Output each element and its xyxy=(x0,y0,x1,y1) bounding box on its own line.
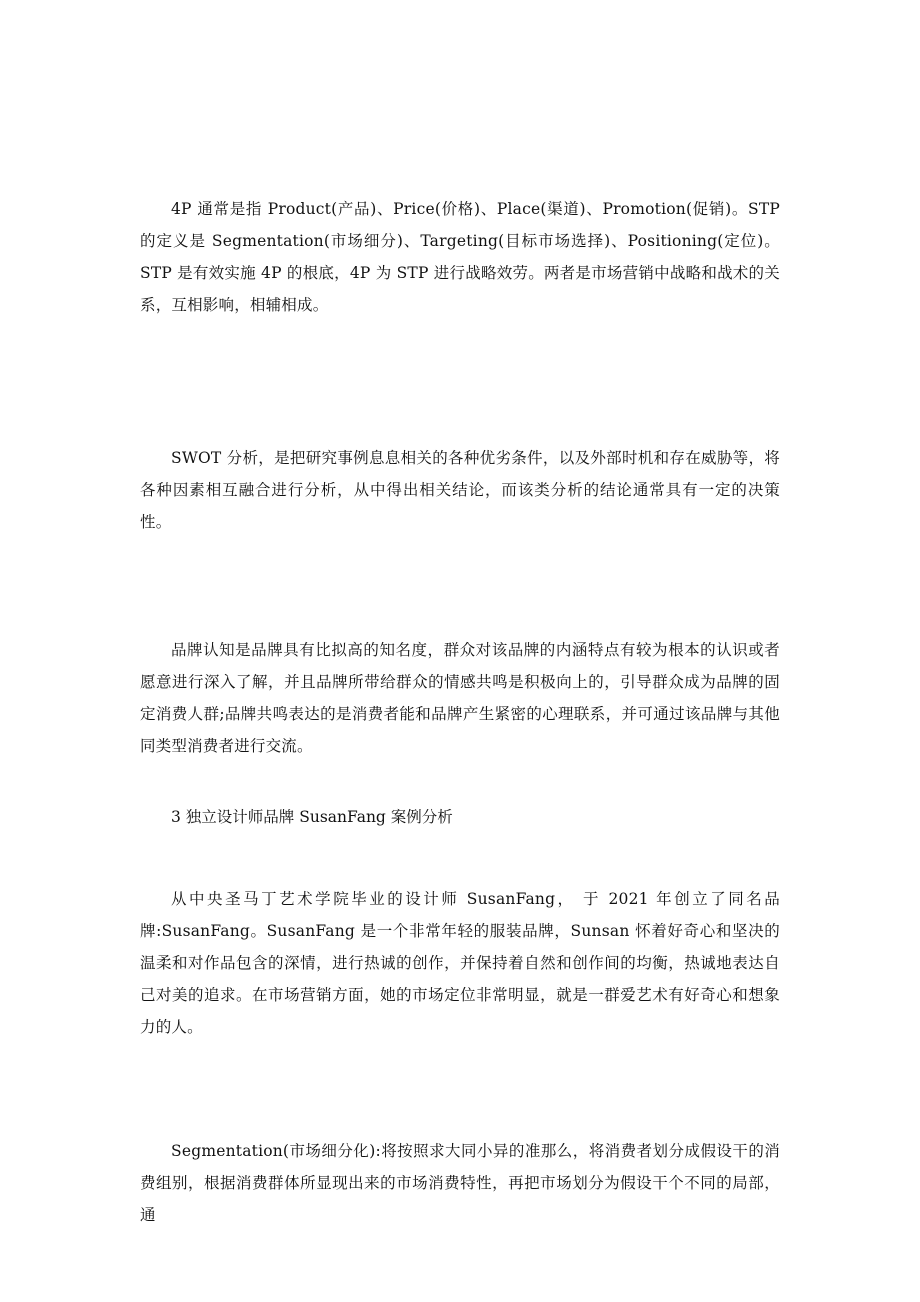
paragraph-swot: SWOT 分析，是把研究事例息息相关的各种优劣条件，以及外部时机和存在威胁等，将各种因素相互融合进行分析，从中得出相关结论，而该类分析的结论通常具有一定的决策性。 xyxy=(140,449,780,531)
section-heading: 3 独立设计师品牌 SusanFang 案例分析 xyxy=(171,808,453,826)
paragraph-susanfang-intro: 从中央圣马丁艺术学院毕业的设计师 SusanFang， 于 2021 年创立了同名品牌:SusanFang。SusanFang 是一个非常年轻的服装品牌，Sunsan 怀着好奇心和坚决的温柔和对作品包含的深情，进行热诚的创作，并保持着自然和创作间的均衡，热诚地表达自己对美的追求。在市场营销方面，她的市场定位非常明显，就是一群爱艺术有好奇心和想象力的人。 xyxy=(140,890,780,1036)
paragraph-4p-stp: 4P 通常是指 Product(产品)、Price(价格)、Place(渠道)、Promotion(促销)。STP 的定义是 Segmentation(市场细分)、Targeting(目标市场选择)、Positioning(定位)。STP 是有效实施 4P 的根底，4P 为 STP 进行战略效劳。两者是市场营销中战略和战术的关系，互相影响，相辅相成。 xyxy=(140,200,780,314)
paragraph-segmentation: Segmentation(市场细分化):将按照求大同小异的准那么，将消费者划分成假设干的消费组别，根据消费群体所显现出来的市场消费特性，再把市场划分为假设干个不同的局部，通 xyxy=(140,1142,780,1224)
paragraph-brand-awareness: 品牌认知是品牌具有比拟高的知名度，群众对该品牌的内涵特点有较为根本的认识或者愿意进行深入了解，并且品牌所带给群众的情感共鸣是积极向上的，引导群众成为品牌的固定消费人群;品牌共鸣表达的是消费者能和品牌产生紧密的心理联系，并可通过该品牌与其他同类型消费者进行交流。 xyxy=(140,641,780,755)
